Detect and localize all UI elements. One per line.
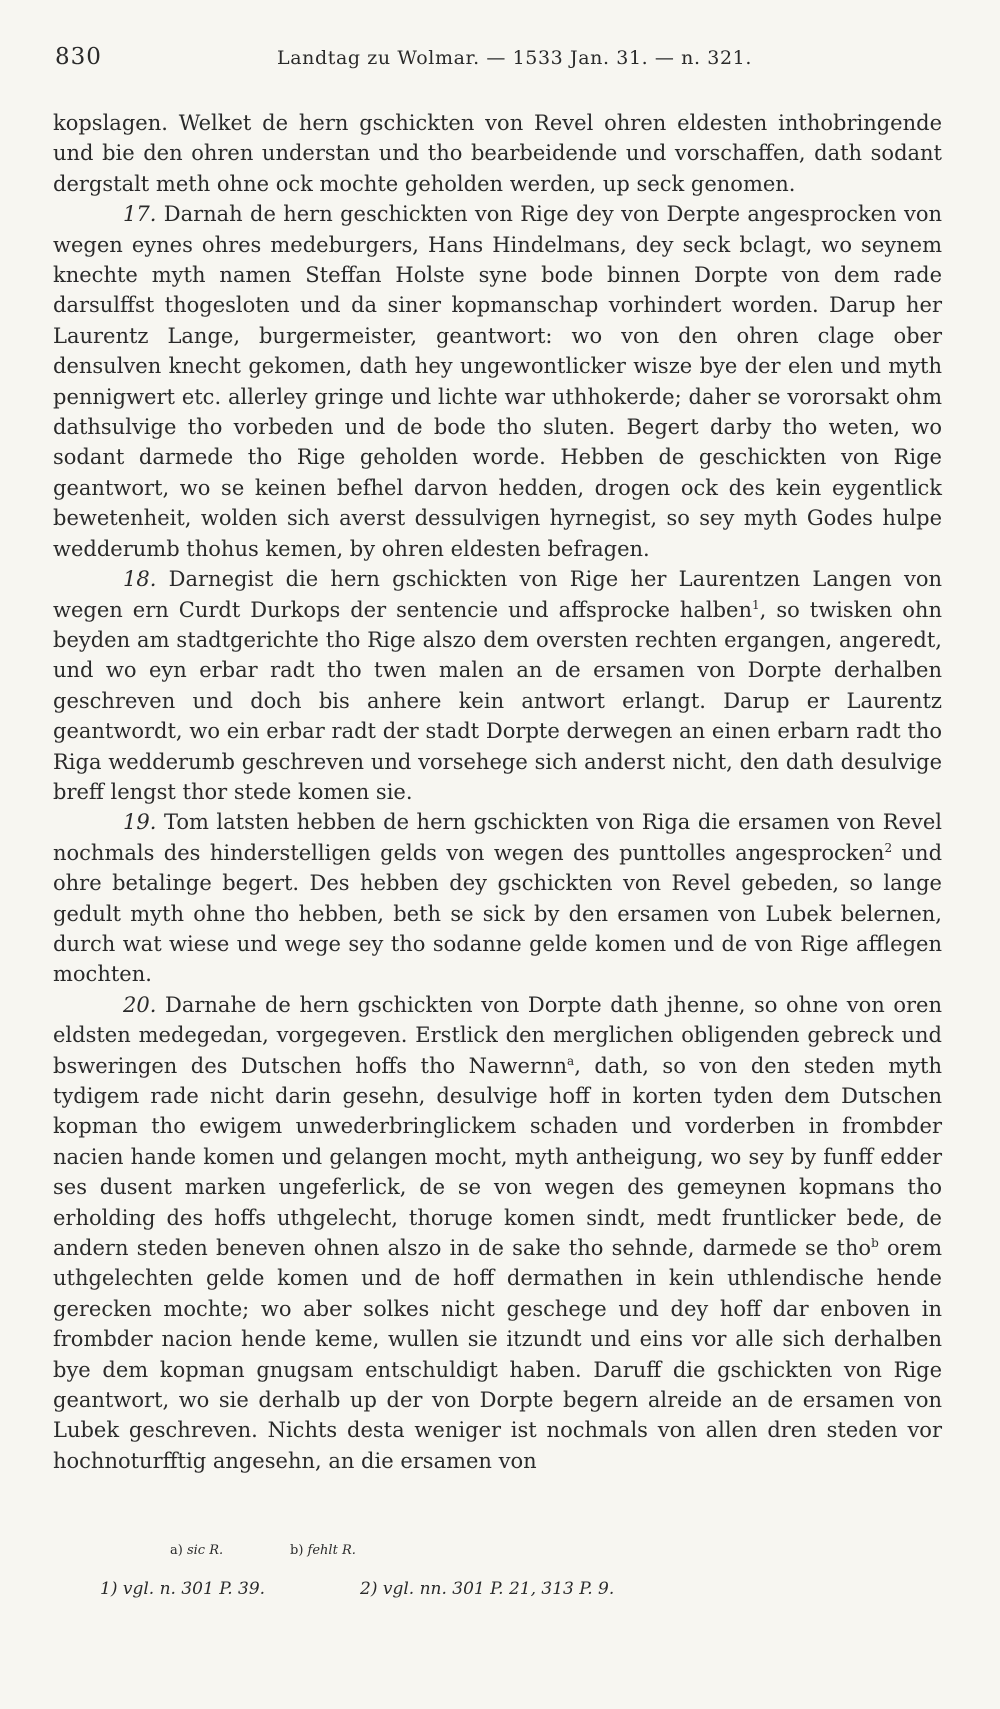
footnote-label: 2) — [360, 1579, 378, 1599]
section-number: 17. — [123, 202, 157, 227]
footnote-b — [290, 1543, 356, 1558]
footnote-a — [170, 1543, 223, 1558]
section-number: 18. — [123, 567, 157, 592]
paragraph-text: kopslagen. Welket de hern gschickten von Revel ohren eldesten inthobringende und bie den ohren understan und tho bearbeidende und vorschaffen, dath sodant dergstalt meth ohne ock mochte geholden werden, up seck genomen. — [53, 111, 942, 196]
footnote-text: vgl. nn. 301 P. 21, 313 P. 9. — [382, 1579, 615, 1599]
footnote-2 — [360, 1579, 614, 1599]
body-text — [53, 108, 942, 1476]
paragraph-text: , dath, so von den steden myth tydigem rade nicht darin gesehn, desulvige hoff in korten tyden dem Dutschen kopman tho ewigem unwederbringlickem schaden und vorderben in frombder nacien hande komen und gelangen mocht, myth antheigung, wo sey by funff edder ses dusent marken ungeferlick, de se von wegen des gemeynen kopmans tho erholding des hoffs uthgelecht, thoruge komen sindt, medt fruntlicker bede, de andern steden beneven ohnen alszo in de sake tho sehnde, darmede se tho — [53, 1053, 942, 1261]
paragraph-text: Darnahe de hern gschickten von Dorpte dath jhenne, so ohne von oren eldsten medegedan, vorgegeven. Erstlick den merglichen obligenden gebreck und bsweringen des Dutschen hoffs tho Nawernn — [53, 992, 942, 1078]
paragraph-text: Darnegist die hern gschickten von Rige her Laurentzen Langen von wegen ern Curdt Durkops der sentencie und affsprocke halben — [53, 567, 942, 622]
footnote-label: 1) — [100, 1579, 118, 1599]
page-header — [55, 44, 955, 80]
footnote-ref-2: 2 — [884, 840, 893, 855]
paragraph-text: und ohre betalinge begert. Des hebben dey gschickten von Revel gebeden, so lange gedult myth ohne tho hebben, beth se sick by den ersamen von Lubek belernen, durch wat wiese und wege sey tho sodanne gelde komen und de von Rige afflegen mochten. — [53, 840, 943, 987]
paragraph-intro — [53, 108, 942, 199]
paragraph-20 — [53, 990, 942, 1477]
paragraph-18 — [53, 564, 942, 807]
paragraph-text: Darnah de hern geschickten von Rige dey von Derpte angesprocken von wegen eynes ohres medeburgers, Hans Hindelmans, dey seck bclagt, wo seynem knechte myth namen Steffan Holste syne bode binnen Dorpte von dem rade darsulffst thogesloten und da siner kopmanschap vorhindert worden. Darup her Laurentz Lange, burgermeister, geantwort: wo von den ohren clage ober densulven knecht gekomen, dath hey ungewontlicker wisze bye der elen und myth pennigwert etc. allerley gringe und lichte war uthhokerde; daher se vororsakt ohm dathsulvige tho vorbeden und de bode tho sluten. Begert darby tho weten, wo sodant darmede tho Rige geholden worde. Hebben de geschickten von Rige geantwort, wo se keinen befhel darvon hedden, drogen ock des kein eygentlick bewetenheit, wolden sich averst dessulvigen hyrnegist, so sey myth Godes hulpe wedderumb thohus kemen, by ohren eldesten befragen. — [53, 202, 942, 561]
footnote-text: sic R. — [186, 1543, 224, 1558]
footnote-ref-1: 1 — [752, 597, 760, 612]
paragraph-text: orem uthgelechten gelde komen und de hoff dermathen in kein uthlendische hende gerecken mochte; wo aber solkes nicht geschege und dey hoff dar enboven in frombder nacion hende keme, wullen sie itzundt und eins vor alle sich derhalben bye dem kopman gnugsam entschuldigt haben. Daruff die gschickten von Rige geantwort, wo sie derhalb up der von Dorpte begern alreide an de ersamen von Lubek geschreven. Nichts desta weniger ist nochmals von allen dren steden vor hochnoturfftig angesehn, an die ersamen von — [53, 1236, 943, 1473]
paragraph-text: Tom latsten hebben de hern gschickten von Riga die ersamen von Revel nochmals des hinderstelligen gelds von wegen des punttolles angesprocken — [53, 810, 942, 865]
paragraph-text: , so twisken ohn beyden am stadtgerichte tho Rige alszo dem oversten rechten ergangen, angeredt, und wo eyn erbar radt tho twen malen an de ersamen von Dorpte derhalben geschreven und doch bis anhere kein antwort erlangt. Darup er Laurentz geantwordt, wo ein erbar radt der stadt Dorpte derwegen an einen erbarn radt tho Riga wedderumb geschreven und vorsehege sich anderst nicht, den dath desulvige breff lengst thor stede komen sie. — [53, 597, 942, 804]
footnote-1 — [100, 1579, 265, 1599]
footnote-label: a) — [170, 1543, 183, 1558]
section-number: 19. — [123, 810, 157, 835]
footnote-label: b) — [290, 1543, 304, 1558]
paragraph-19 — [53, 807, 942, 989]
running-title: Landtag zu Wolmar. — 1533 Jan. 31. — n. 321. — [277, 47, 752, 69]
footnote-text: vgl. n. 301 P. 39. — [122, 1579, 266, 1599]
page-number: 830 — [55, 44, 102, 70]
section-number: 20. — [123, 992, 157, 1017]
paragraph-17 — [53, 199, 942, 564]
footnote-ref-a: a — [567, 1053, 575, 1068]
footnote-ref-b: b — [871, 1236, 879, 1251]
footnote-text: fehlt R. — [307, 1543, 356, 1558]
